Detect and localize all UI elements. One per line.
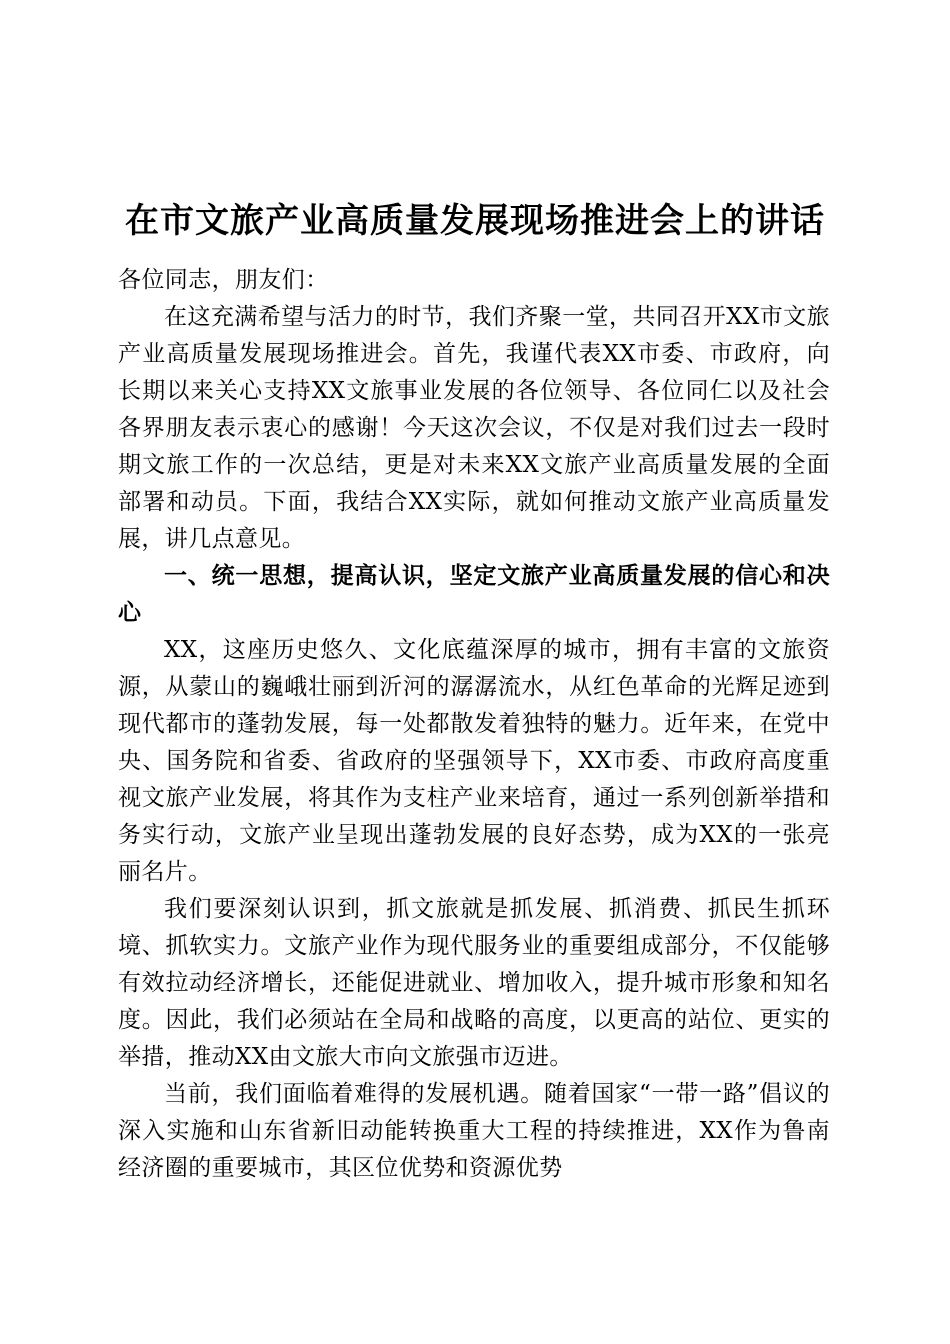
- paragraph-section-1-b: 我们要深刻认识到，抓文旅就是抓发展、抓消费、抓民生抓环境、抓软实力。文旅产业作为现代服务业的重要组成部分，不仅能够有效拉动经济增长，还能促进就业、增加收入，提升城市形象和知名度。因此，我们必须站在全局和战略的高度，以更高的站位、更实的举措，推动XX由文旅大市向文旅强市迈进。: [118, 896, 830, 1070]
- document-title: 在市文旅产业高质量发展现场推进会上的讲话: [125, 201, 825, 241]
- paragraph-intro: 在这充满希望与活力的时节，我们齐聚一堂，共同召开XX市文旅产业高质量发展现场推进会。首先，我谨代表XX市委、市政府，向长期以来关心支持XX文旅事业发展的各位领导、各位同仁以及社会各界朋友表示衷心的感谢！今天这次会议，不仅是对我们过去一段时期文旅工作的一次总结，更是对未来XX文旅产业高质量发展的全面部署和动员。下面，我结合XX实际，就如何推动文旅产业高质量发展，讲几点意见。: [118, 304, 830, 552]
- paragraph-section-1-a: XX，这座历史悠久、文化底蕴深厚的城市，拥有丰富的文旅资源，从蒙山的巍峨壮丽到沂河的潺潺流水，从红色革命的光辉足迹到现代都市的蓬勃发展，每一处都散发着独特的魅力。近年来，在党中央、国务院和省委、省政府的坚强领导下，XX市委、市政府高度重视文旅产业发展，将其作为支柱产业来培育，通过一系列创新举措和务实行动，文旅产业呈现出蓬勃发展的良好态势，成为XX的一张亮丽名片。: [118, 637, 830, 885]
- section-heading-1: 一、统一思想，提高认识，坚定文旅产业高质量发展的信心和决心: [118, 563, 830, 626]
- document-body: [118, 262, 830, 1187]
- salutation: 各位同志，朋友们：: [118, 267, 329, 293]
- paragraph-section-1-c: 当前，我们面临着难得的发展机遇。随着国家“一带一路”倡议的深入实施和山东省新旧动能转换重大工程的持续推进，XX作为鲁南经济圈的重要城市，其区位优势和资源优势: [118, 1081, 830, 1181]
